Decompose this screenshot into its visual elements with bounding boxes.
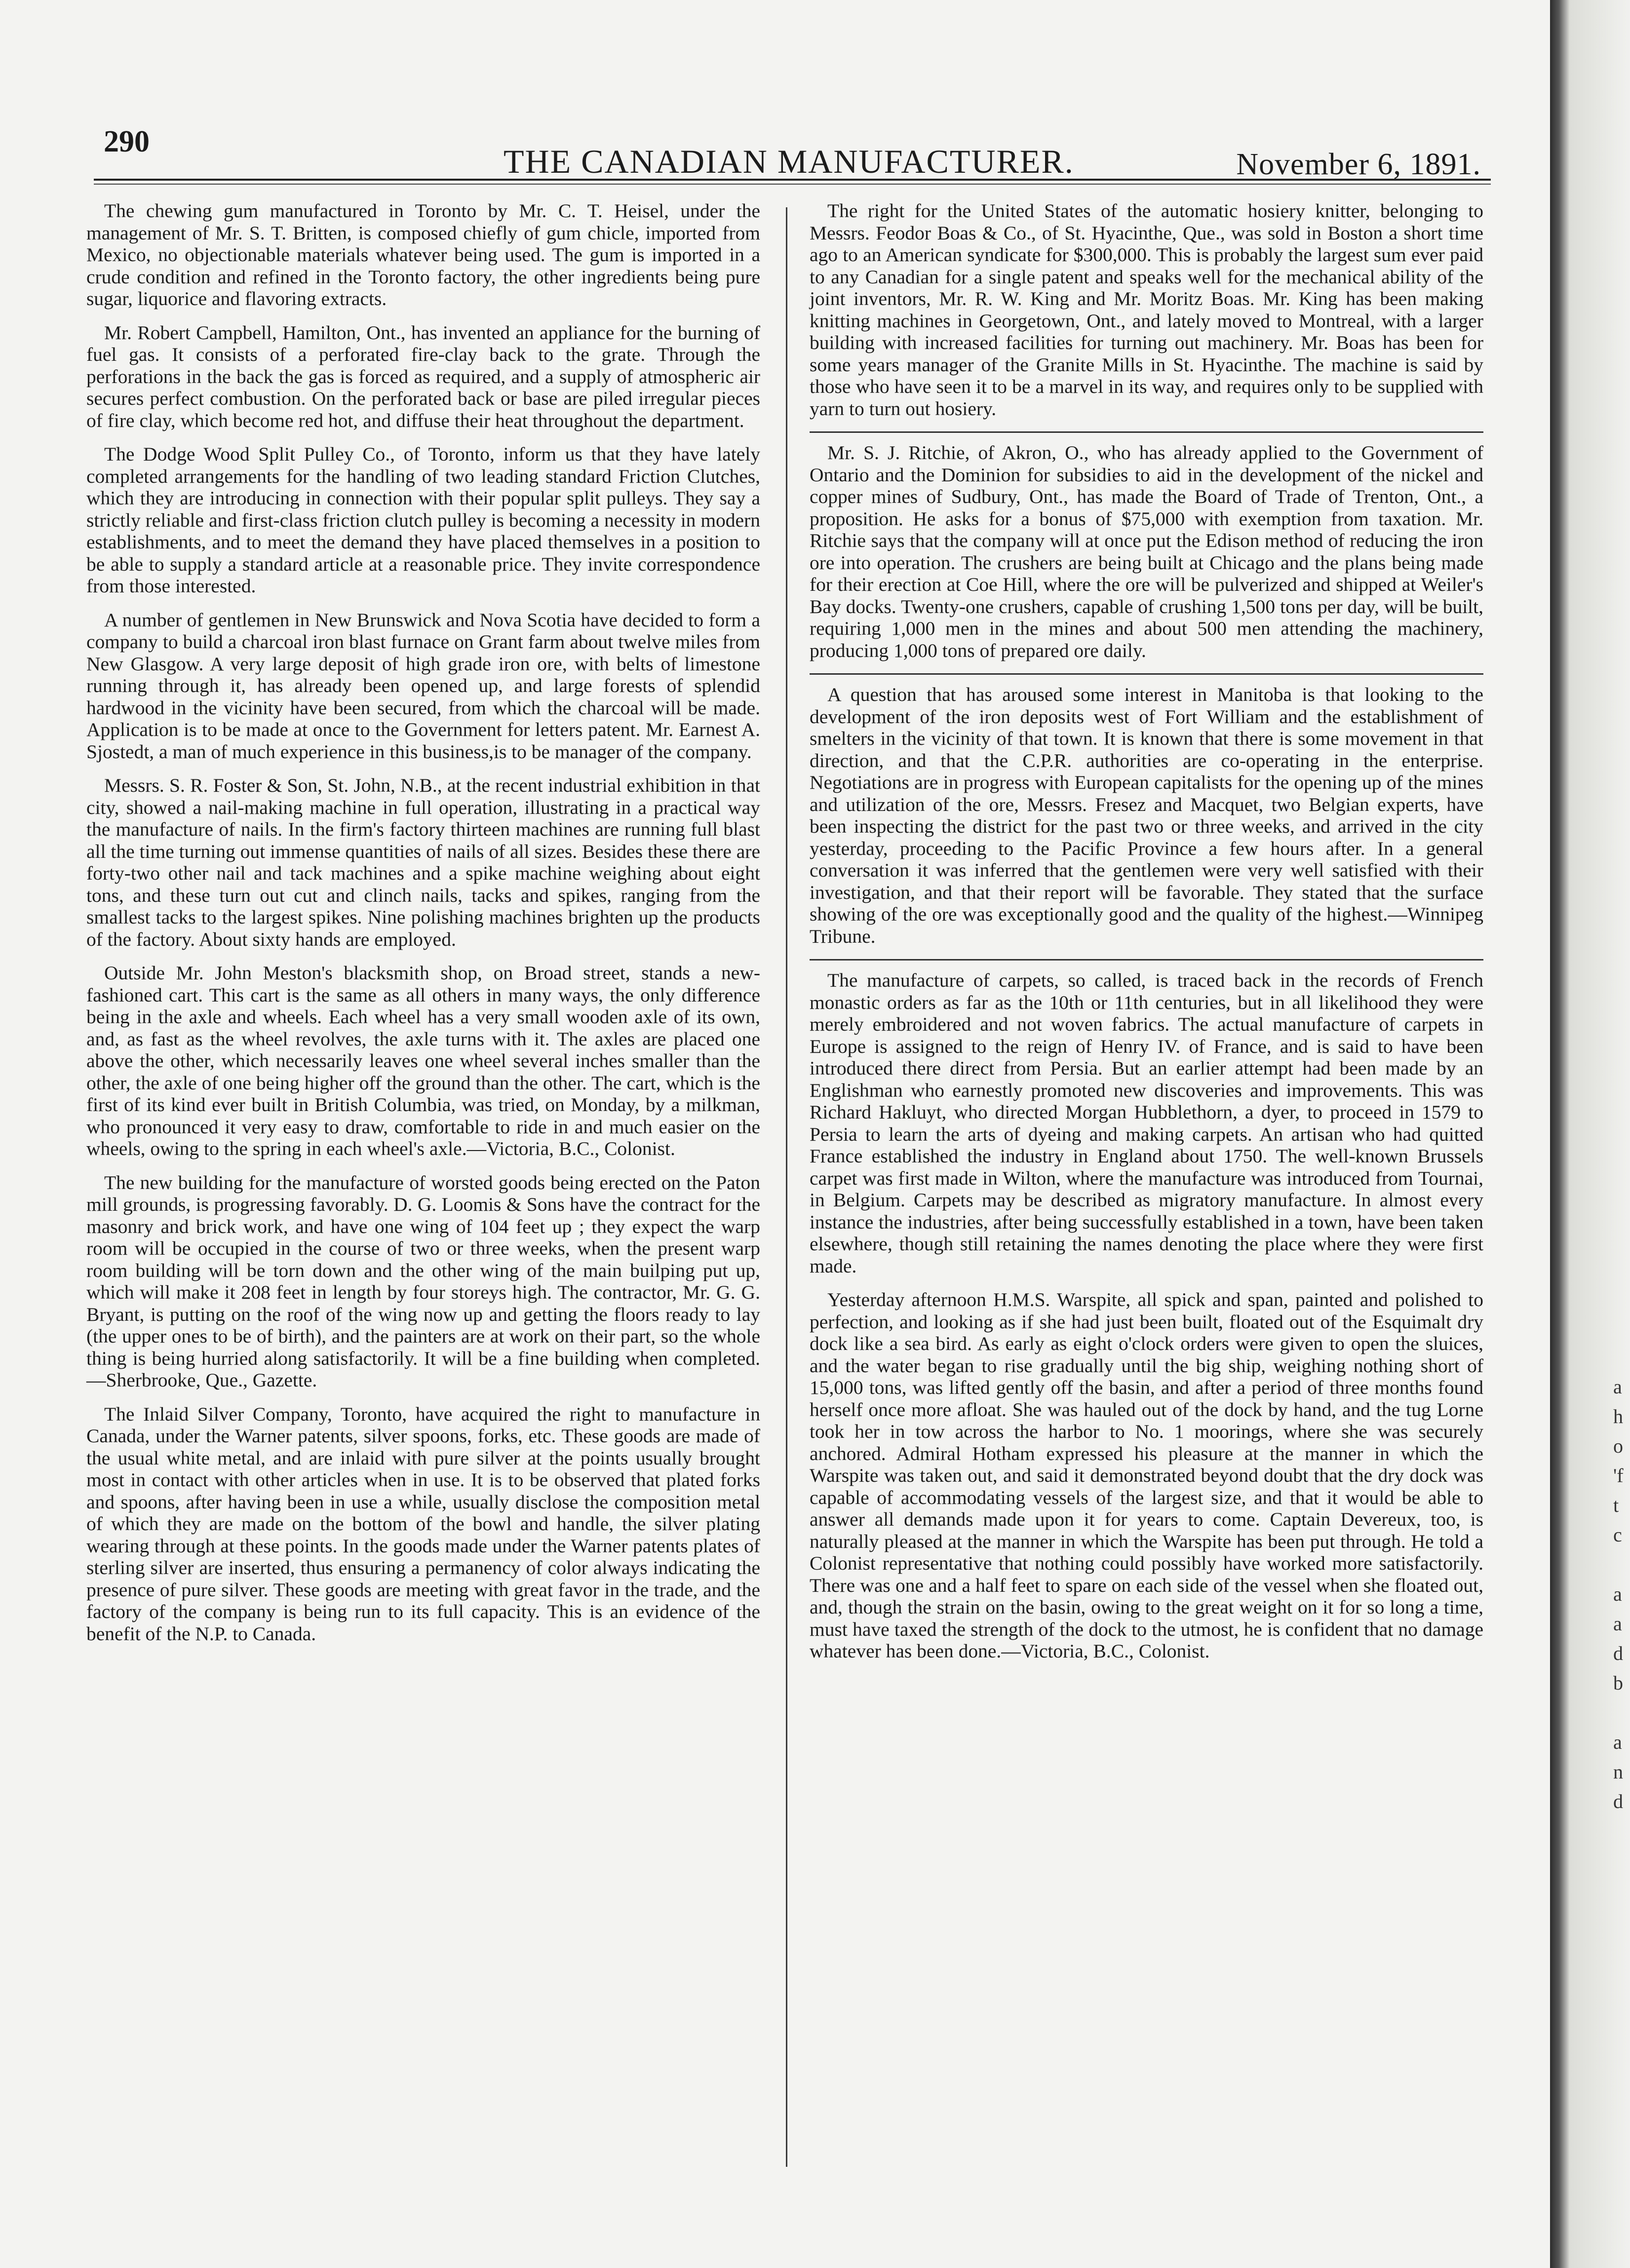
article-chewing-gum: The chewing gum manufactured in Toronto by Mr. C. T. Heisel, under the management of Mr. S. T. Britten, is composed chiefly of gum chicle, imported from Mexico, no objectionable materials whatever being used. The gum is imported in a crude condition and refined in the Toronto factory, the other ingredients being pure sugar, liquorice and flavoring extracts. [86, 200, 760, 309]
article-nickel-mines: Mr. S. J. Ritchie, of Akron, O., who has already applied to the Government of Ontario and the Dominion for subsidies to aid in the development of the nickel and copper mines of Sudbury, Ont., has made the Board of Trade of Trenton, Ont., a proposition. He asks for a bonus of $75,000 with exemption from taxation. Mr. Ritchie says that the company will at once put the Edison method of reducing the iron ore into operation. The crushers are being built at Chicago and the plans being made for their erection at Coe Hill, where the ore will be pulverized and shipped at Weiler's Bay docks. Twenty-one crushers, capable of crushing 1,500 tons per day, will be built, requiring 1,000 men in the mines and about 500 men attending the machinery, producing 1,000 tons of prepared ore daily. [810, 442, 1483, 661]
article-worsted-building: The new building for the manufacture of worsted goods being erected on the Paton mill grounds, is progressing favorably. D. G. Loomis & Sons have the contract for the masonry and brick work, and have one wing of 104 feet up ; they expect the warp room will be occupied in the course of two or three weeks, when the present warp room building will be torn down and the other wing of the main builping put up, which will make it 208 feet in length by four storeys high. The contractor, Mr. G. G. Bryant, is putting on the roof of the wing now up and getting the floors ready to lay (the upper ones to be of birth), and the painters are at work on their part, so the whole thing is being hurried along satisfactorily. It will be a fine building when completed.—Sherbrooke, Que., Gazette. [86, 1171, 760, 1391]
article-manitoba-iron: A question that has aroused some interest in Manitoba is that looking to the development of the iron deposits west of Fort William and the establishment of smelters in the vicinity of that town. It is known that there is some movement in that direction, and that the C.P.R. authorities are co-operating in the enterprise. Negotiations are in progress with European capitalists for the opening up of the mines and utilization of the ore, Messrs. Fresez and Macquet, two Belgian experts, have been inspecting the district for the past two or three weeks, and arrived in the city yesterday, proceeding to the Pacific Province a few hours after. In a general conversation it was inferred that the gentlemen were very well satisfied with their investigation, and that their report will be favorable. They stated that the surface showing of the ore was exceptionally good and the quality of the highest.—Winnipeg Tribune. [810, 684, 1483, 947]
header-rule [94, 179, 1491, 181]
page-number: 290 [104, 125, 150, 158]
column-divider [786, 207, 787, 2167]
article-separator [810, 959, 1483, 961]
page-header [94, 118, 1491, 188]
article-inlaid-silver: The Inlaid Silver Company, Toronto, have acquired the right to manufacture in Canada, under the Warner patents, silver spoons, forks, etc. These goods are made of the usual white metal, and are inlaid with pure silver at the points usually brought most in contact with other articles when in use. It is to be observed that plated forks and spoons, after having been in use a while, usually disclose the composition metal of which they are made on the bottom of the bowl and handle, the silver plating wearing through at these points. In the goods made under the Warner patents plates of sterling silver are inserted, thus ensuring a permanency of color always indicating the presence of pure silver. These goods are meeting with great favor in the trade, and the factory of the company is being run to its full capacity. This is an evidence of the benefit of the N.P. to Canada. [86, 1403, 760, 1645]
article-separator [810, 431, 1483, 433]
header-rule-thin [94, 184, 1491, 185]
journal-title: THE CANADIAN MANUFACTURER. [504, 143, 1074, 180]
issue-date: November 6, 1891. [1236, 148, 1481, 181]
article-hosiery-knitter: The right for the United States of the automatic hosiery knitter, belonging to Messrs. Feodor Boas & Co., of St. Hyacinthe, Que., was sold in Boston a short time ago to an American syndicate for $300,000. This is probably the largest sum ever paid to any Canadian for a single patent and speaks well for the mechanical ability of the joint inventors, Mr. R. W. King and Mr. Moritz Boas. Mr. King has been making knitting machines in Georgetown, Ont., and lately moved to Montreal, with a larger building with increased facilities for turning out machinery. Mr. Boas has been for some years manager of the Granite Mills in St. Hyacinthe. The machine is said by those who have seen it to be a marvel in its way, and requires only to be supplied with yarn to turn out hosiery. [810, 200, 1483, 420]
left-column [86, 200, 760, 1656]
article-carpets: The manufacture of carpets, so called, is traced back in the records of French monastic orders as far as the 10th or 11th centuries, but in all likelihood they were merely embroidered and not woven fabrics. The actual manufacture of carpets in Europe is assigned to the reign of Henry IV. of France, and is said to have been introduced there direct from Persia. But an earlier attempt had been made by an Englishman who earnestly promoted new discoveries and improvements. This was Richard Hakluyt, who directed Morgan Hubblethorn, a dyer, to proceed in 1579 to Persia to learn the arts of dyeing and making carpets. An artisan who had quitted France established the industry in England about 1750. The well-known Brussels carpet was first made in Wilton, where the manufacture was introduced from Tournai, in Belgium. Carpets may be described as migratory manufacture. In almost every instance the industries, after being successfully established in a town, have been taken elsewhere, though still retaining the names denoting the place where they were first made. [810, 969, 1483, 1277]
adjacent-page-fragments: a h o 'f t c a a d b a n d [1613, 1376, 1624, 1812]
article-separator [810, 673, 1483, 675]
article-new-cart: Outside Mr. John Meston's blacksmith shop, on Broad street, stands a new-fashioned cart. This cart is the same as all others in many ways, the only difference being in the axle and wheels. Each wheel has a very small wooden axle of its own, and, as fast as the wheel revolves, the axle turns with it. The axles are placed one above the other, which necessarily leaves one wheel several inches smaller than the other, the axle of one being higher off the ground than the other. The cart, which is the first of its kind ever built in British Columbia, was tried, on Monday, by a milkman, who pronounced it very easy to draw, comfortable to ride in and much easier on the wheels, owing to the spring in each wheel's axle.—Victoria, B.C., Colonist. [86, 962, 760, 1159]
adjacent-page-edge [1550, 0, 1630, 2268]
article-warspite: Yesterday afternoon H.M.S. Warspite, all spick and span, painted and polished to perfection, and looking as if she had just been built, floated out of the Esquimalt dry dock like a sea bird. As early as eight o'clock orders were given to open the sluices, and the water began to rise gradually until the big ship, weighing nothing short of 15,000 tons, was lifted gently off the basin, and after a period of three months found herself once more afloat. She was hauled out of the dock by hand, and the tug Lorne took her in tow across the harbor to No. 1 moorings, where she was securely anchored. Admiral Hotham expressed his pleasure at the manner in which the Warspite was taken out, and said it demonstrated beyond doubt that the dry dock was capable of accommodating vessels of the largest size, and that it would be able to answer all demands made upon it for years to come. Captain Devereux, too, is naturally pleased at the manner in which the Warspite has been put through. He told a Colonist representative that nothing could possibly have worked more satisfactorily. There was one and a half feet to spare on each side of the vessel when she floated out, and, though the strain on the basin, owing to the great weight on it for so long a time, must have taxed the strength of the dock to the utmost, he is confident that no damage whatever has been done.—Victoria, B.C., Colonist. [810, 1289, 1483, 1662]
article-split-pulley: The Dodge Wood Split Pulley Co., of Toronto, inform us that they have lately completed arrangements for the handling of two leading standard Friction Clutches, which they are introducing in connection with their popular split pulleys. They say a strictly reliable and first-class friction clutch pulley is becoming a necessity in modern establishments, and to meet the demand they have placed themselves in a position to be able to supply a standard article at a reasonable price. They invite correspondence from those interested. [86, 443, 760, 597]
article-nail-machine: Messrs. S. R. Foster & Son, St. John, N.B., at the recent industrial exhibition in that city, showed a nail-making machine in full operation, illustrating in a practical way the manufacture of nails. In the firm's factory thirteen machines are running full blast all the time turning out immense quantities of nails of all sizes. Besides these there are forty-two other nail and tack machines and a spike machine weighing about eight tons, and these turn out cut and clinch nails, tacks and spikes, ranging from the smallest tacks to the largest spikes. Nine polishing machines brighten up the products of the factory. About sixty hands are employed. [86, 774, 760, 950]
article-charcoal-furnace: A number of gentlemen in New Brunswick and Nova Scotia have decided to form a company to build a charcoal iron blast furnace on Grant farm about twelve miles from New Glasgow. A very large deposit of high grade iron ore, with belts of limestone running through it, has already been opened up, and large forests of splendid hardwood in the vicinity have been secured, from which the charcoal will be made. Application is to be made at once to the Government for letters patent. Mr. Earnest A. Sjostedt, a man of much experience in this business,is to be manager of the company. [86, 609, 760, 763]
article-fuel-gas-appliance: Mr. Robert Campbell, Hamilton, Ont., has invented an appliance for the burning of fuel gas. It consists of a perforated fire-clay back to the grate. Through the perforations in the back the gas is forced as required, and a supply of atmospheric air secures perfect combustion. On the perforated back or base are piled irregular pieces of fire clay, which become red hot, and diffuse their heat throughout the department. [86, 321, 760, 431]
right-column [810, 200, 1483, 1674]
